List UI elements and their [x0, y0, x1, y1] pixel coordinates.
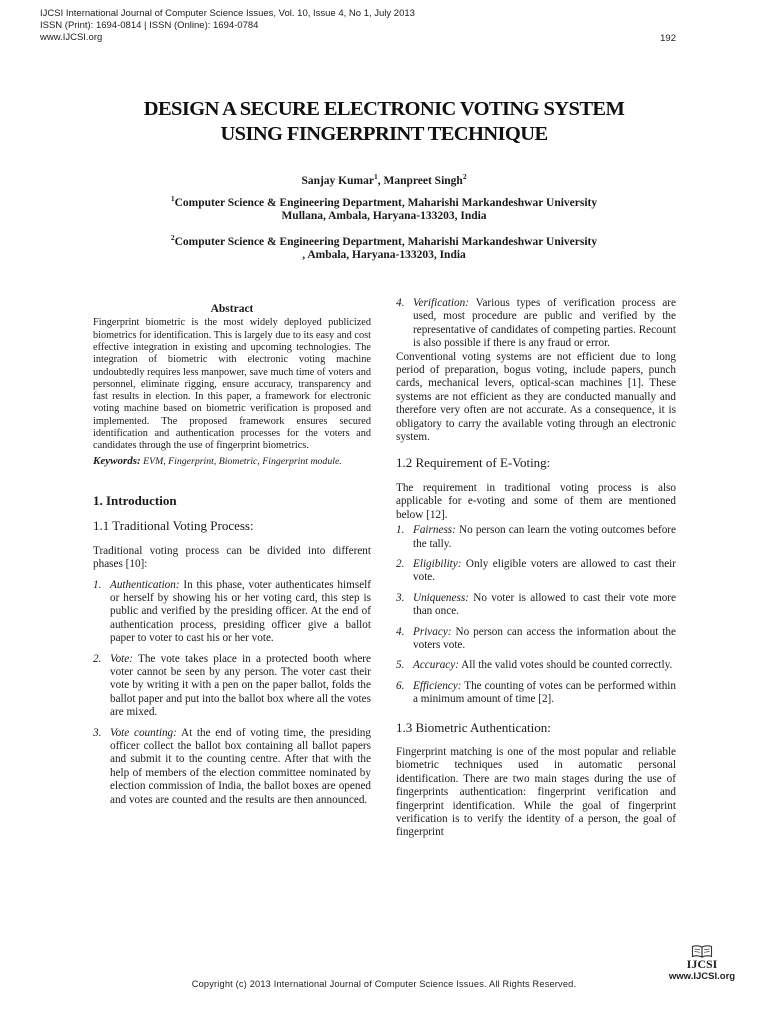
list-term: Vote counting:	[110, 726, 177, 739]
list-number: 4.	[396, 625, 405, 638]
author-list	[40, 172, 728, 187]
author-affiliation-mark: 2	[462, 172, 467, 182]
list-text: The vote takes place in a protected booth where voter cannot be seen by any person. The voter cast their vote by writing it with a pen on the paper ballot, folds the ballot paper and put into the ballot box where all the votes are mixed.	[110, 652, 371, 719]
affiliation-mark: 1	[170, 194, 175, 204]
list-number: 2.	[396, 557, 405, 570]
list-item	[396, 524, 676, 551]
logo-name: IJCSI	[686, 957, 718, 971]
keywords-label: Keywords:	[93, 454, 141, 467]
list-text: No voter is allowed to cast their vote more than once.	[413, 591, 676, 618]
left-column	[93, 297, 371, 807]
copyright-notice: Copyright (c) 2013 International Journal of Computer Science Issues. All Rights Reserved.	[191, 979, 577, 989]
list-item	[396, 626, 676, 653]
paragraph: Fingerprint matching is one of the most popular and reliable biometric techniques used in automatic personal identification. There are two main stages during the use of fingerprints authentication: fingerprint verification and fingerprint identification. While the goal of fingerprint verification is to verify the identity of a person, the goal of fingerprint	[396, 745, 676, 839]
list-item	[396, 297, 676, 351]
list-text: In this phase, voter authenticates himself or herself by showing his or her voting card, this step is public and verified by the presiding officer. At the end of authentication process, presiding officer give a ballot paper to voter to cast his or her vote.	[110, 578, 371, 645]
list-number: 4.	[396, 297, 405, 309]
list-number: 5.	[396, 659, 405, 672]
journal-header-url[interactable]: www.IJCSI.org	[40, 32, 103, 43]
list-term: Authentication:	[110, 578, 180, 591]
paper-title-line1: DESIGN A SECURE ELECTRONIC VOTING SYSTEM	[143, 98, 625, 120]
list-text: All the valid votes should be counted correctly.	[458, 659, 673, 672]
voting-phases-list-continued	[396, 297, 676, 351]
abstract-text: Fingerprint biometric is the most widely deployed publicized biometrics for identification. This is largely due to its easy and cost effective integration in existing and upcoming technologies. The integration of biometric with electronic voting machine undoubtedly requires less manpower, save much time of voters and personnel, eliminate rigging, ensure accuracy, transparency and fast results in election. In this paper, a framework for electronic voting machine based on biometric verification is proposed and implemented. The proposed framework ensures secured identification and authentication processes for the voters and candidates through the use of fingerprint biometrics.	[93, 317, 371, 452]
paragraph: Traditional voting process can be divided into different phases [10]:	[93, 544, 371, 571]
journal-header-issn: ISSN (Print): 1694-0814 | ISSN (Online): 1694-0784	[40, 20, 259, 31]
list-item	[93, 727, 371, 807]
list-term: Verification:	[413, 297, 469, 309]
affiliation-line: Computer Science & Engineering Department, Maharishi Markandeshwar University	[174, 197, 598, 209]
list-text: No person can learn the voting outcomes before the tally.	[413, 524, 676, 550]
requirements-list	[396, 524, 676, 706]
list-item	[93, 653, 371, 720]
page-number: 192	[660, 33, 676, 44]
list-number: 3.	[396, 591, 405, 604]
list-term: Efficiency:	[413, 679, 462, 692]
subsection-heading-traditional-voting: 1.1 Traditional Voting Process:	[93, 518, 254, 534]
author-name: Sanjay Kumar	[301, 175, 374, 187]
paper-title	[40, 97, 728, 147]
list-text: The counting of votes can be performed within a minimum amount of time [2].	[413, 679, 676, 706]
abstract-heading: Abstract	[210, 303, 254, 315]
list-term: Privacy:	[413, 625, 452, 638]
keywords	[93, 455, 371, 468]
list-term: Accuracy:	[413, 659, 459, 672]
affiliation-line: Computer Science & Engineering Department, Maharishi Markandeshwar University	[174, 236, 598, 248]
list-number: 2.	[93, 652, 102, 665]
affiliation-mark: 2	[170, 233, 175, 243]
paragraph: Conventional voting systems are not efficient due to long period of preparation, bogus voting, include papers, punch cards, mechanical levers, optical-scan machines [1]. These systems are not efficient as they are conducted manually and therefore very often are not accurate. As a consequence, it is obligatory to carry the available voting through an electronic system.	[396, 350, 676, 444]
paper-title-line2: USING FINGERPRINT TECHNIQUE	[220, 123, 548, 145]
list-term: Fairness:	[413, 524, 456, 537]
affiliation-1	[40, 194, 728, 223]
list-text: At the end of voting time, the presiding officer collect the ballot box containing all ballot papers and submit it to the counting centre. After that with the help of members of the election committee nominated by election commission of India, the ballot boxes are opened and votes are counted and the results are then announced.	[110, 726, 371, 806]
list-item	[396, 592, 676, 619]
list-number: 6.	[396, 679, 405, 692]
list-term: Vote:	[110, 652, 133, 665]
author-affiliation-mark: 1	[373, 172, 378, 182]
list-number: 1.	[396, 524, 405, 537]
journal-header	[40, 8, 415, 44]
list-text: Various types of verification process are used, most procedure are public and verified by the representative of candidates of competing parties. Recount is also possible if there is any fraud or error.	[413, 297, 676, 350]
journal-header-line1: IJCSI International Journal of Computer Science Issues, Vol. 10, Issue 4, No 1, July 2013	[40, 8, 415, 19]
list-text: No person can access the information about the voters vote.	[413, 625, 676, 651]
list-item	[396, 680, 676, 707]
affiliation-2	[40, 233, 728, 262]
list-number: 1.	[93, 578, 102, 591]
right-column	[396, 297, 676, 840]
author-name: Manpreet Singh	[383, 175, 463, 187]
section-heading-introduction: 1. Introduction	[93, 492, 177, 508]
list-term: Eligibility:	[413, 557, 462, 570]
affiliation-line: , Ambala, Haryana-133203, India	[302, 249, 466, 261]
list-item	[396, 659, 676, 672]
list-term: Uniqueness:	[413, 591, 469, 604]
ijcsi-logo[interactable]	[664, 944, 740, 988]
list-item	[396, 558, 676, 585]
logo-url: www.IJCSI.org	[668, 971, 736, 982]
subsection-heading-e-voting-requirement: 1.2 Requirement of E-Voting:	[396, 455, 551, 471]
keywords-text: EVM, Fingerprint, Biometric, Fingerprint module.	[140, 455, 342, 467]
subsection-heading-biometric-authentication: 1.3 Biometric Authentication:	[396, 719, 551, 735]
list-text: Only eligible voters are allowed to cast their vote.	[413, 557, 676, 584]
list-number: 3.	[93, 726, 102, 739]
affiliation-line: Mullana, Ambala, Haryana-133203, India	[281, 210, 487, 222]
author-separator: ,	[377, 175, 384, 187]
voting-phases-list	[93, 579, 371, 808]
open-book-icon	[691, 944, 713, 958]
list-item	[93, 579, 371, 646]
paragraph: The requirement in traditional voting process is also applicable for e-voting and some of them are mentioned below [12].	[396, 481, 676, 521]
